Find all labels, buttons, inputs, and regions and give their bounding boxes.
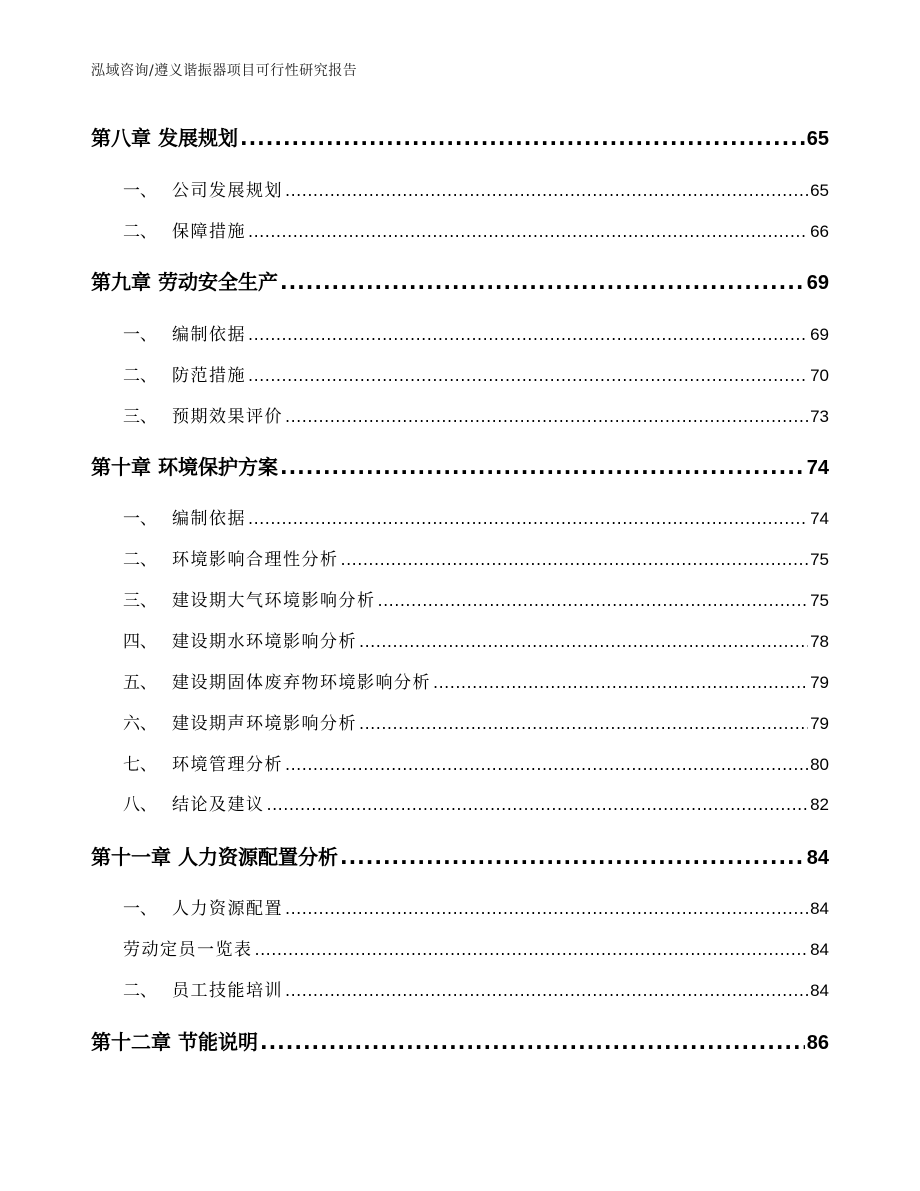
toc-page-number: 70: [810, 366, 829, 385]
toc-entry-label: 劳动定员一览表: [123, 940, 253, 960]
toc-section[interactable]: [91, 668, 829, 693]
toc-page-number: 73: [810, 407, 829, 426]
toc-leader-dots: [285, 981, 808, 1001]
toc-entry-label: 三、 预期效果评价: [123, 407, 283, 427]
toc-entry-label: 六、 建设期声环境影响分析: [123, 714, 357, 734]
toc-section[interactable]: [91, 176, 829, 201]
toc-page-number: 84: [810, 899, 829, 918]
toc-entry-label: 第十章 环境保护方案: [91, 455, 278, 479]
toc-chapter-12[interactable]: [91, 1026, 829, 1055]
toc-leader-dots: [285, 407, 808, 427]
toc-leader-dots: [280, 455, 805, 479]
toc-entry-label: 七、 环境管理分析: [123, 755, 283, 775]
toc-chapter-10[interactable]: [91, 451, 829, 480]
toc-leader-dots: [248, 366, 808, 386]
toc-page-number: 75: [810, 591, 829, 610]
toc-entry-label: 三、 建设期大气环境影响分析: [123, 591, 376, 611]
toc-leader-dots: [285, 755, 808, 775]
toc-leader-dots: [248, 222, 808, 242]
toc-leader-dots: [340, 845, 805, 869]
toc-section[interactable]: [91, 976, 829, 1001]
toc-page-number: 74: [810, 509, 829, 528]
toc-page-number: 75: [810, 550, 829, 569]
toc-section[interactable]: [91, 935, 829, 960]
toc-entry-label: 一、 公司发展规划: [123, 181, 283, 201]
toc-page-number: 65: [810, 181, 829, 200]
toc-section[interactable]: [91, 894, 829, 919]
toc-page-number: 69: [810, 325, 829, 344]
toc-page-number: 79: [810, 673, 829, 692]
toc-section[interactable]: [91, 361, 829, 386]
toc-page-number: 86: [806, 1032, 829, 1054]
toc-page-number: 84: [810, 981, 829, 1000]
toc-section[interactable]: [91, 790, 829, 815]
toc-page-number: 66: [810, 222, 829, 241]
toc-leader-dots: [359, 632, 808, 652]
toc-chapter-11[interactable]: [91, 841, 829, 870]
toc-section[interactable]: [91, 586, 829, 611]
toc-page-number: 65: [806, 128, 829, 150]
toc-leader-dots: [285, 181, 808, 201]
toc-chapter-9[interactable]: [91, 266, 829, 295]
page-header: 泓域咨询/遵义谐振器项目可行性研究报告: [91, 63, 358, 79]
toc-section[interactable]: [91, 627, 829, 652]
toc-section[interactable]: [91, 504, 829, 529]
toc-leader-dots: [280, 270, 805, 294]
toc-entry-label: 二、 员工技能培训: [123, 981, 283, 1001]
toc-page-number: 78: [810, 632, 829, 651]
toc-entry-label: 二、 防范措施: [123, 366, 246, 386]
toc-page-number: 80: [810, 755, 829, 774]
toc-entry-label: 四、 建设期水环境影响分析: [123, 632, 357, 652]
toc-page-number: 74: [806, 457, 829, 479]
toc-page-number: 84: [810, 940, 829, 959]
toc-entry-label: 五、 建设期固体废弃物环境影响分析: [123, 673, 431, 693]
toc-entry-label: 第十一章 人力资源配置分析: [91, 845, 338, 869]
toc-entry-label: 八、 结论及建议: [123, 795, 265, 815]
toc-leader-dots: [248, 325, 808, 345]
toc-page-number: 82: [810, 795, 829, 814]
toc-chapter-8[interactable]: [91, 122, 829, 151]
toc-leader-dots: [267, 795, 809, 815]
toc-section[interactable]: [91, 402, 829, 427]
toc-page-number: 69: [806, 272, 829, 294]
toc-page-number: 84: [806, 847, 829, 869]
toc-entry-label: 一、 编制依据: [123, 509, 246, 529]
toc-leader-dots: [359, 714, 808, 734]
toc-page-number: 79: [810, 714, 829, 733]
header-rule: [91, 86, 829, 87]
toc-leader-dots: [285, 899, 808, 919]
toc-entry-label: 二、 保障措施: [123, 222, 246, 242]
toc-leader-dots: [255, 940, 809, 960]
toc-leader-dots: [433, 673, 808, 693]
toc-leader-dots: [248, 509, 808, 529]
toc-entry-label: 二、 环境影响合理性分析: [123, 550, 339, 570]
toc-entry-label: 一、 编制依据: [123, 325, 246, 345]
toc-entry-label: 第八章 发展规划: [91, 126, 238, 150]
toc-section[interactable]: [91, 545, 829, 570]
toc-section[interactable]: [91, 217, 829, 242]
toc-leader-dots: [341, 550, 809, 570]
toc-section[interactable]: [91, 750, 829, 775]
toc-section[interactable]: [91, 709, 829, 734]
toc-entry-label: 第九章 劳动安全生产: [91, 270, 278, 294]
toc-entry-label: 第十二章 节能说明: [91, 1030, 258, 1054]
toc-section[interactable]: [91, 320, 829, 345]
toc-leader-dots: [240, 126, 805, 150]
toc-entry-label: 一、 人力资源配置: [123, 899, 283, 919]
toc-leader-dots: [260, 1030, 805, 1054]
toc-leader-dots: [378, 591, 809, 611]
